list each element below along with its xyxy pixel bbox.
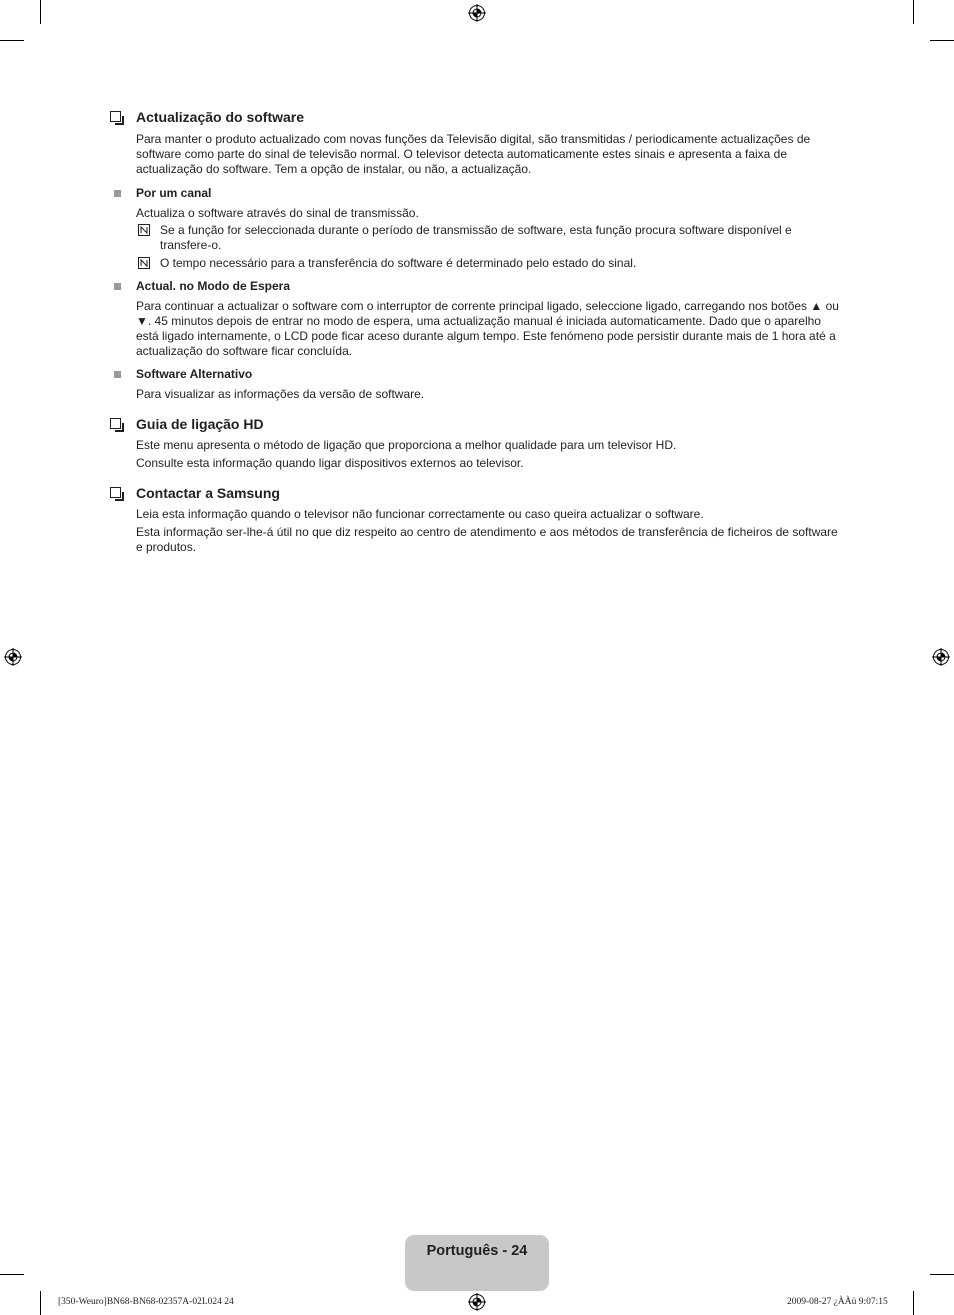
section-heading [110,415,845,433]
section-body: Este menu apresenta o método de ligação que proporciona a melhor qualidade para um televisor HD. [136,438,677,452]
subsection-title: Actual. no Modo de Espera [136,279,291,293]
checkbox-bullet-icon [110,111,121,122]
crop-mark [913,1291,914,1315]
crop-mark [0,1274,24,1275]
note [110,223,845,253]
crop-mark [930,1274,954,1275]
crop-mark [0,40,24,41]
section-body: Leia esta informação quando o televisor não funcionar correctamente ou caso queira actualizar o software. [136,507,704,521]
subsection-heading [110,367,845,382]
subsection-heading [110,279,845,294]
crop-mark [40,0,41,24]
subsection-heading [110,186,845,201]
subsection-body: Para visualizar as informações da versão de software. [136,387,425,401]
registration-mark-icon [468,1293,486,1311]
checkbox-bullet-icon [110,487,121,498]
section-body: Consulte esta informação quando ligar dispositivos externos ao televisor. [136,456,524,470]
page-number-tab [405,1235,549,1291]
crop-mark [40,1291,41,1315]
note-text: O tempo necessário para a transferência do software é determinado pelo estado do sinal. [160,256,637,270]
subsection-title: Por um canal [136,186,212,200]
registration-mark-icon [932,648,950,666]
print-slug-right: 2009-08-27 ¿ÀÀü 9:07:15 [787,1297,888,1307]
subsection-body: Actualiza o software através do sinal de transmissão. [136,206,419,220]
note-text: Se a função for seleccionada durante o período de transmissão de software, esta função procura software disponível e transfere-o. [160,223,792,252]
note [110,256,845,271]
square-bullet-icon [114,190,121,197]
subsection-body: Para continuar a actualizar o software com o interruptor de corrente principal ligado, seleccione ligado, carregando nos botões ▲ ou ▼. 45 minutos depois de entrar no modo de espera, uma actualização manual é iniciada automaticamente. Dado que o aparelho está ligado internamente, o LCD pode ficar aceso durante algum tempo. Este fenómeno pode persistir durante mais de 1 hora até a actualização do software ficar concluída. [136,299,839,358]
crop-mark [930,40,954,41]
note-icon [138,224,150,236]
crop-mark [913,0,914,24]
square-bullet-icon [114,371,121,378]
page-content [110,108,845,555]
section-title: Actualização do software [136,109,305,125]
section-body: Para manter o produto actualizado com novas funções da Televisão digital, são transmitidas / periodicamente actualizações de software como parte do sinal de televisão normal. O televisor detecta automaticamente estes sinais e apresenta a faixa de actualização do software. Tem a opção de instalar, ou não, a actualização. [136,132,811,176]
note-icon [138,257,150,269]
section-title: Guia de ligação HD [136,416,264,432]
section-title: Contactar a Samsung [136,485,280,501]
registration-mark-icon [468,4,486,22]
section-heading [110,484,845,502]
page-number: Português - 24 [426,1243,528,1259]
checkbox-bullet-icon [110,418,121,429]
section-body: Esta informação ser-lhe-á útil no que diz respeito ao centro de atendimento e aos métodos de transferência de ficheiros de software e produtos. [136,525,838,554]
registration-mark-icon [4,648,22,666]
print-slug-left: [350-Weuro]BN68-BN68-02357A-02L024 24 [58,1297,234,1307]
subsection-title: Software Alternativo [136,367,253,381]
square-bullet-icon [114,283,121,290]
section-heading [110,108,845,126]
